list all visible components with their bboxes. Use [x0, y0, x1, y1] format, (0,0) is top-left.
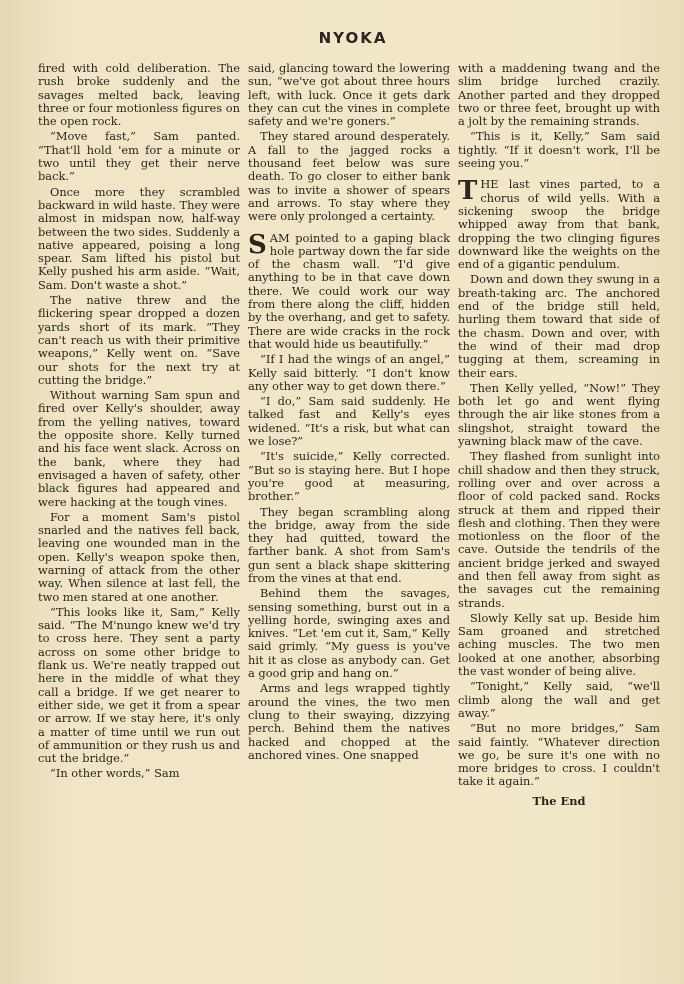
- paragraph: Once more they scrambled backward in wild haste. They were almost in midspan now, half-way between the two sides. Suddenly a native appeared, poising a long spear. Sam lifted his pistol but Kelly pushed his arm aside. “Wait, Sam. Don't waste a shot.”: [38, 184, 240, 292]
- dropcap-letter: T: [458, 176, 478, 207]
- paragraph: Down and down they swung in a breath-taking arc. The anchored end of the bridge still held, hurling them toward that side of the chasm. Down and over, with the wind of their mad drop tugging at them, screaming in their ears.: [458, 272, 660, 380]
- running-head: NYOKA: [318, 29, 388, 47]
- paragraph: Then Kelly yelled, “Now!” They both let go and went flying through the air like stones from a slingshot, straight toward the yawning black maw of the cave.: [458, 380, 660, 449]
- paragraph: “In other words,” Sam: [50, 766, 180, 781]
- paragraph: They flashed from sunlight into chill shadow and then they struck, rolling over and over across a floor of cold packed sand. Rocks struck at them and ripped their flesh and clothing. Then they were motionless on the floor of the cave. Outside the tendrils of the ancient bridge jerked and swayed and then fell away from sight as the savages cut the remaining strands.: [458, 449, 660, 610]
- paragraph: They stared around desperately. A fall to the jagged rocks a thousand feet below was sure death. To go closer to either bank was to invite a shower of spears and arrows. To stay where they were only prolonged a certainty.: [248, 129, 450, 224]
- dropcap-letter: S: [248, 229, 267, 260]
- paragraph: Arms and legs wrapped tightly around the vines, the two men clung to their swaying, dizzying perch. Behind them the natives hacked and chopped at the anchored vines. One snapped: [248, 681, 450, 762]
- paragraph: For a moment Sam's pistol snarled and the natives fell back, leaving one wounded man in the open. Kelly's weapon spoke then, warning of attack from the other way. When silence at last fell, the two men stared at one another.: [38, 509, 240, 604]
- paragraph-dropcap: [458, 178, 660, 271]
- the-end-label: The End: [532, 793, 586, 808]
- paragraph: “Move fast,” Sam panted. “That'll hold 'em for a minute or two until they get their nerve back.”: [38, 129, 240, 184]
- paragraph: The native threw and the flickering spear dropped a dozen yards short of its mark. “They can't reach us with their primitive weapons,” Kelly went on. “Save our shots for the next try at cutting the bridge.”: [38, 293, 240, 387]
- paragraph: Behind them the savages, sensing something, burst out in a yelling horde, swinging axes and knives. “Let 'em cut it, Sam,” Kelly said grimly. “My guess is you've hit it as close as anybody can. Get a good grip and hang on.”: [248, 586, 450, 681]
- dropcap-paragraph-text: HE last vines parted, to a chorus of wild yells. With a sickening swoop the bridge whipped away from that bank, dropping the two clinging figures downward like the weights on the end of a gigantic pendulum.: [458, 177, 660, 272]
- paragraph: Without warning Sam spun and fired over Kelly's shoulder, away from the yelling natives, toward the opposite shore. Kelly turned and his face went slack. Across on the bank, where they had envisaged a haven of safety, other black figures had appeared and were hacking at the tough vines.: [38, 388, 240, 509]
- paragraph: “I do,” Sam said suddenly. He talked fast and Kelly's eyes widened. “It's a risk, but what can we lose?”: [248, 394, 450, 449]
- paragraph: Slowly Kelly sat up. Beside him Sam groaned and stretched aching muscles. The two men looked at one another, absorbing the vast wonder of being alive.: [458, 610, 660, 679]
- paragraph: with a maddening twang and the slim bridge lurched crazily. Another parted and they dropped two or three feet, brought up with a jolt by the remaining strands.: [458, 62, 660, 129]
- paragraph: said, glancing toward the lowering sun, “we've got about three hours left, with luck. Once it gets dark they can cut the vines in complete safety and we're goners.”: [248, 62, 450, 129]
- paragraph: “But no more bridges,” Sam said faintly. “Whatever direction we go, be sure it's one with no more bridges to cross. I couldn't take it again.”: [458, 721, 660, 789]
- dropcap-paragraph-text: AM pointed to a gaping black hole partway down the far side of the chasm wall. “I'd give anything to be in that cave down there. We could work our way from there along the cliff, hidden by the overhang, and get to safety. There are wide cracks in the rock that would hide us beautifully.”: [248, 230, 450, 351]
- paragraph-dropcap: [248, 229, 450, 352]
- paragraph: “This is it, Kelly,” Sam said tightly. “If it doesn't work, I'll be seeing you.”: [458, 129, 660, 171]
- paragraph: “This looks like it, Sam,” Kelly said. “The M'nungo knew we'd try to cross here. They sent a party across on some other bridge to flank us. We're neatly trapped out here in the middle of what they call a bridge. If we get nearer to either side, we get it from a spear or arrow. If we stay here, it's only a matter of time until we run out of ammunition or they rush us and cut the bridge.”: [38, 604, 240, 766]
- paragraph: “Tonight,” Kelly said, “we'll climb along the wall and get away.”: [458, 679, 660, 720]
- text-columns: [38, 62, 668, 982]
- column-3: [458, 62, 660, 982]
- paragraph: “It's suicide,” Kelly corrected. “But so is staying here. But I hope you're good at measuring, brother.”: [248, 449, 450, 504]
- column-2: [248, 62, 450, 982]
- paragraph: “If I had the wings of an angel,” Kelly said bitterly. “I don't know any other way to get down there.”: [248, 352, 450, 393]
- column-1: [38, 62, 240, 982]
- paragraph: fired with cold deliberation. The rush broke suddenly and the savages melted back, leaving three or four motionless figures on the open rock.: [38, 62, 240, 129]
- paragraph: They began scrambling along the bridge, away from the side they had quitted, toward the farther bank. A shot from Sam's gun sent a black shape skittering from the vines at that end.: [248, 504, 450, 585]
